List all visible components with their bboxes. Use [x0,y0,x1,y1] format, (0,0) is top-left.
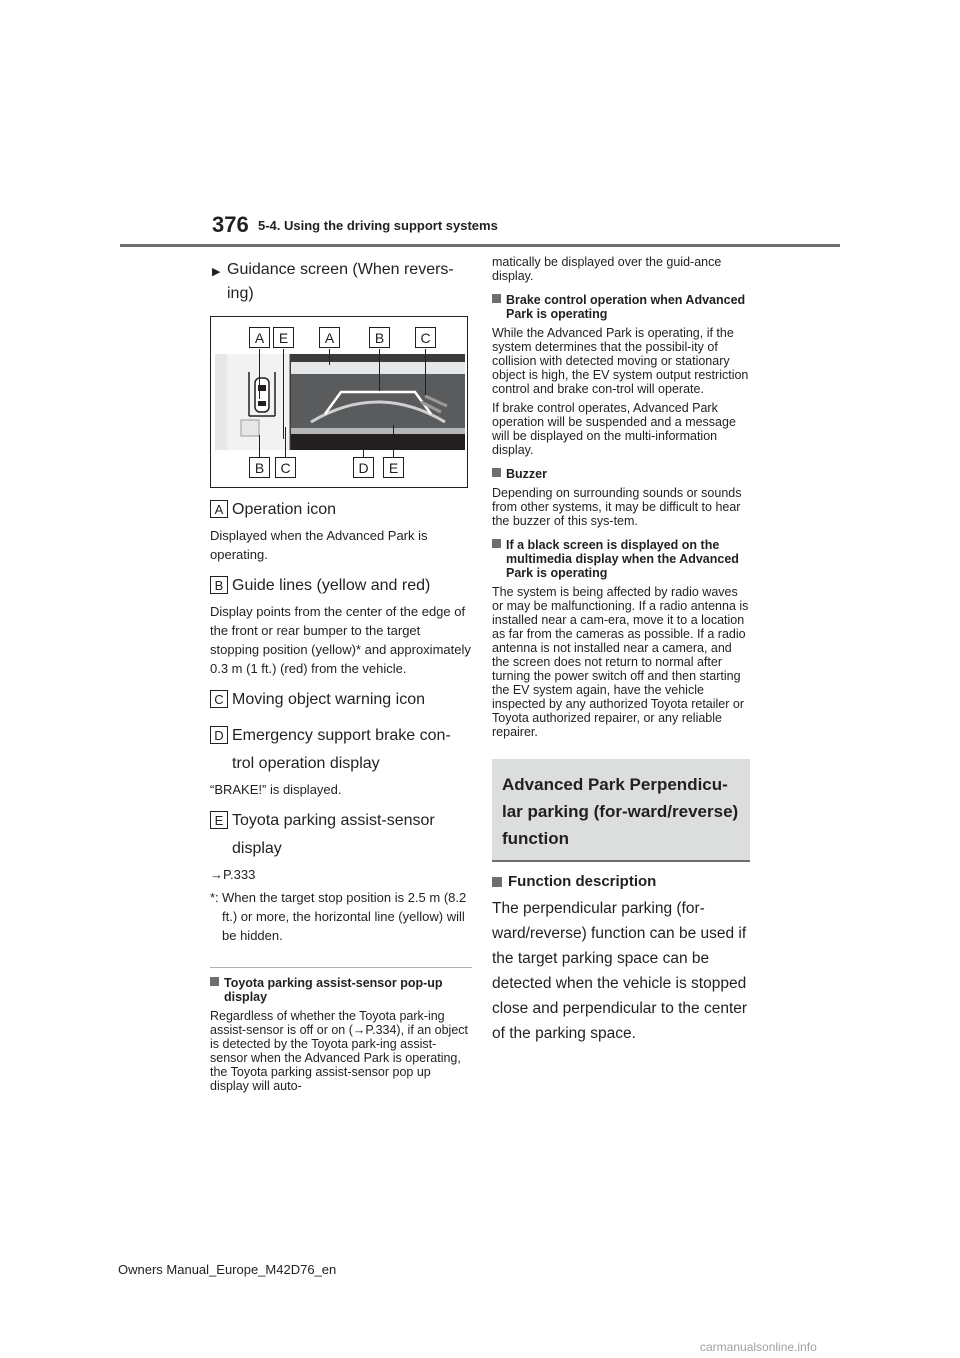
item-label-e: E [210,811,228,829]
item-title-text: Guide lines (yellow and red) [232,577,431,594]
figure-label-b: B [369,327,390,348]
top-view-car-icon [227,354,289,450]
item-title [210,807,472,863]
leader-line [283,349,284,439]
square-bullet-icon [492,877,502,887]
screen-side-panel [215,354,227,450]
item-title-text: Operation icon [232,501,337,518]
divider [210,967,472,968]
guidance-title-text: Guidance screen (When revers-ing) [227,261,454,302]
guidance-title [210,258,472,306]
figure-label-a: A [319,327,340,348]
leader-line [363,441,364,457]
rear-camera-view [291,362,465,442]
paragraph: matically be displayed over the guid-ance display. [492,255,722,283]
subsection-heading [492,293,752,321]
paragraph: The system is being affected by radio waves or may be malfunctioning. If a radio antenna is installed near a cam-era, move it to a location as far from the cameras as possible. If a radio antenna is not installed near a camera, and the screen does not return to normal after turning the power switch off and then starting the EV system again, have the vehicle inspected by any authorized Toyota retailer or Toyota authorized repairer, or any reliable repairer. [492,585,749,739]
paragraph: Depending on surrounding sounds or sounds from other systems, it may be difficult to hear the buzzer of this sys-tem. [492,486,742,528]
square-bullet-icon [492,468,501,477]
watermark-text: carmanualsonline.info [700,1340,817,1354]
bottom-status-bar [291,434,465,450]
item-title [210,722,472,778]
item-description: Displayed when the Advanced Park is operating. [210,528,428,562]
subsection-heading [492,467,752,481]
leader-line [259,435,260,457]
figure-label-a: A [249,327,270,348]
section-heading: 5-4. Using the driving support systems [258,218,498,233]
guide-lines-graphic [291,362,465,442]
figure-label-c: C [415,327,436,348]
page-reference-link[interactable]: →P.333 [210,867,256,882]
subsection-heading [492,538,752,580]
figure-label-c: C [275,457,296,478]
guidance-screen-figure [210,316,468,488]
leader-line [285,427,286,457]
leader-line [329,349,330,365]
item-operation-icon [210,496,472,564]
subsection-heading-text: Toyota parking assist-sensor pop-up display [224,976,443,1004]
item-moving-object-warning [210,686,472,714]
subsection-heading-text: Function description [508,873,657,890]
item-description: “BRAKE!” is displayed. [210,782,342,797]
figure-label-e: E [273,327,294,348]
left-column [210,258,472,1093]
item-label-c: C [210,690,228,708]
square-bullet-icon [492,539,501,548]
square-bullet-icon [210,977,219,986]
item-title [210,572,472,600]
section-title-box: Advanced Park Perpendicu-lar parking (for-ward/reverse) function [492,759,750,862]
subsection-heading-text: Brake control operation when Advanced Park is operating [506,293,746,321]
subsection-heading [492,872,752,892]
subsection-heading-text: Buzzer [506,467,547,481]
item-emergency-brake [210,722,472,799]
item-label-b: B [210,576,228,594]
item-parking-assist-sensor [210,807,472,884]
item-title-text: Emergency support brake con- [232,727,451,744]
item-title [210,686,472,714]
paragraph: While the Advanced Park is operating, if the system determines that the possibil-ity of collision with detected moving or stationary object is high, the EV system output restriction control and brake con-trol will operate. [492,326,749,396]
subsection-heading-text: If a black screen is displayed on the multimedia display when the Advanced Park is operating [506,538,739,580]
footnote-text: When the target stop position is 2.5 m (8.2 ft.) or more, the horizontal line (yellow) will be hidden. [222,890,467,943]
footnote [210,888,472,945]
leader-line [393,425,394,457]
camera-screen [215,354,465,450]
item-title-text: Toyota parking assist-sensor [232,812,435,829]
figure-label-d: D [353,457,374,478]
leader-line [379,349,380,391]
item-title-continued: display [232,840,282,857]
item-title [210,496,472,524]
footer-manual-id: Owners Manual_Europe_M42D76_en [118,1262,337,1277]
footnote-mark: *: [210,890,219,905]
leader-line [259,349,260,399]
item-label-a: A [210,500,228,518]
item-description: Display points from the center of the edge of the front or rear bumper to the target stopping position (yellow)* and approximately 0.3 m (1 ft.) (red) from the vehicle. [210,604,471,676]
page-number: 376 [212,212,249,237]
triangle-bullet-icon: ▶ [212,266,221,278]
leader-line [425,349,426,395]
square-bullet-icon [492,294,501,303]
paragraph: Regardless of whether the Toyota park-ing assist-sensor is off or on (→P.334), if an object is detected by the Toyota park-ing assist-sensor when the Advanced Park is operating, the Toyota parking assist-sensor pop up display will auto- [210,1009,468,1093]
figure-label-e: E [383,457,404,478]
right-column [492,255,752,1046]
subsection-heading [210,976,472,1004]
item-title-continued: trol operation display [232,755,380,772]
paragraph: The perpendicular parking (for-ward/reverse) function can be used if the target parking space can be detected when the vehicle is stopped close and perpendicular to the center of the parking space. [492,900,748,1042]
item-title-text: Moving object warning icon [232,691,425,708]
figure-label-b: B [249,457,270,478]
paragraph: If brake control operates, Advanced Park operation will be suspended and a message will be displayed on the multi-information display. [492,401,736,457]
item-label-d: D [210,726,228,744]
header-rule [120,244,840,247]
item-guide-lines [210,572,472,678]
